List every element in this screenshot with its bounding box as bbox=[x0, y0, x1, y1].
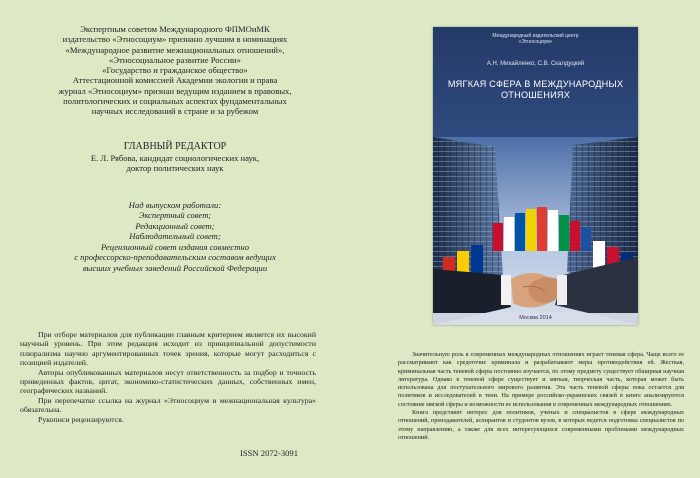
publisher-line: «Этносоциум» bbox=[518, 39, 553, 45]
rules-paragraph: При перепечатке ссылка на журнал «Этносоциум и межнациональная культура» обязательна. bbox=[20, 395, 316, 415]
book-description bbox=[398, 351, 684, 442]
cover-city-year: Москва 2014 bbox=[519, 315, 552, 321]
cover-authors: А.Н. Михайленко, С.В. Скалдуцкий bbox=[486, 61, 585, 67]
editor-block bbox=[30, 141, 320, 174]
award-line: издательство «Этносоциум» признано лучшим в номинациях bbox=[62, 34, 288, 45]
award-line: журнал «Этносоциум» признан ведущим изданием в правовых, bbox=[58, 85, 292, 96]
description-paragraph: Значительную роль в современных международных отношениях играет теневая сфера. Чаще всего ее рассматривают как средоточие криминала и разрабатывают меры противодействия ей. Жесткая, криминальная часть теневой сферы постоянно изучается, по этому предмету существует обширная научная литература. Однако в теневой сфере существует и мягкая, творческая часть, которая может быть использована для поступательного мирового развития. Эта часть теневой сферы пока остается для политиков и исследователей в тени. На примере российско-украинских связей в книге анализируются состояние мягкой сферы и возможности ее использования в современных международных отношениях. bbox=[398, 351, 684, 408]
award-line: Экспертным советом Международного ФПМОиМК bbox=[80, 24, 270, 34]
book-cover bbox=[433, 27, 638, 325]
cover-title-line: МЯГКАЯ СФЕРА В МЕЖДУНАРОДНЫХ bbox=[447, 79, 624, 89]
cover-title bbox=[433, 79, 638, 101]
issn-number: ISSN 2072-3091 bbox=[240, 448, 299, 458]
description-paragraph: Книга представит интерес для политиков, ученых и специалистов в сфере международных отношений, преподавателей, аспирантов и студентов вузов, в которых ведется подготовка специалистов по этому направлению, а также для всех интересующихся современными проблемами международных отношений. bbox=[398, 409, 684, 441]
worked-line: Над выпуском работали: bbox=[128, 200, 222, 210]
award-line: «Этносоциальное развитие России» bbox=[109, 54, 241, 65]
rules-paragraph: Рукописи рецензируются. bbox=[38, 414, 124, 424]
review-council-block bbox=[30, 242, 320, 273]
award-line: Аттестационной комиссией Академии экологии и права bbox=[72, 75, 278, 86]
worked-line: Редакционный совет; bbox=[135, 220, 215, 231]
rules-paragraph: При отборе материалов для публикации главным критерием является их высокий научный уровень. При этом редакция исходит из принципиальной допустимости плюрализма научно аргументированных точек зрения, которые могут расходиться с позицией издателей. bbox=[20, 330, 316, 368]
award-line: научных исследований в стране и за рубежом bbox=[91, 106, 259, 117]
rules-paragraph: Авторы опубликованных материалов несут ответственность за подбор и точность приведенных фактов, цитат, экономико-статистических данных, собственных имен, географических названий. bbox=[20, 367, 316, 396]
award-block bbox=[30, 24, 320, 117]
cover-publisher bbox=[433, 33, 638, 45]
award-line: «Международное развитие межнациональных отношений», bbox=[65, 44, 285, 55]
publication-rules bbox=[20, 330, 316, 424]
award-line: «Государство и гражданское общество» bbox=[102, 65, 248, 76]
council-line: с профессорско-преподавательским составом ведущих bbox=[74, 252, 276, 263]
publisher-line: Международный издательский центр bbox=[492, 33, 579, 39]
worked-line: Экспертный совет; bbox=[138, 210, 212, 221]
award-line: политологических и социальных аспектах фундаментальных bbox=[63, 96, 287, 107]
cover-title-line: ОТНОШЕНИЯХ bbox=[500, 90, 571, 100]
right-page bbox=[350, 0, 700, 478]
editor-heading: ГЛАВНЫЙ РЕДАКТОР bbox=[123, 141, 227, 152]
cover-photo-handshake bbox=[433, 137, 638, 325]
editor-line: Е. Л. Рябова, кандидат социологических наук, bbox=[90, 153, 260, 163]
worked-line: Наблюдательный совет; bbox=[129, 230, 221, 241]
editor-line: доктор политических наук bbox=[126, 163, 224, 174]
council-line: Рецензионный совет издания совместно bbox=[100, 242, 250, 252]
worked-on-block bbox=[30, 200, 320, 241]
council-line: высших учебных заведений Российской Федерации bbox=[82, 262, 268, 273]
